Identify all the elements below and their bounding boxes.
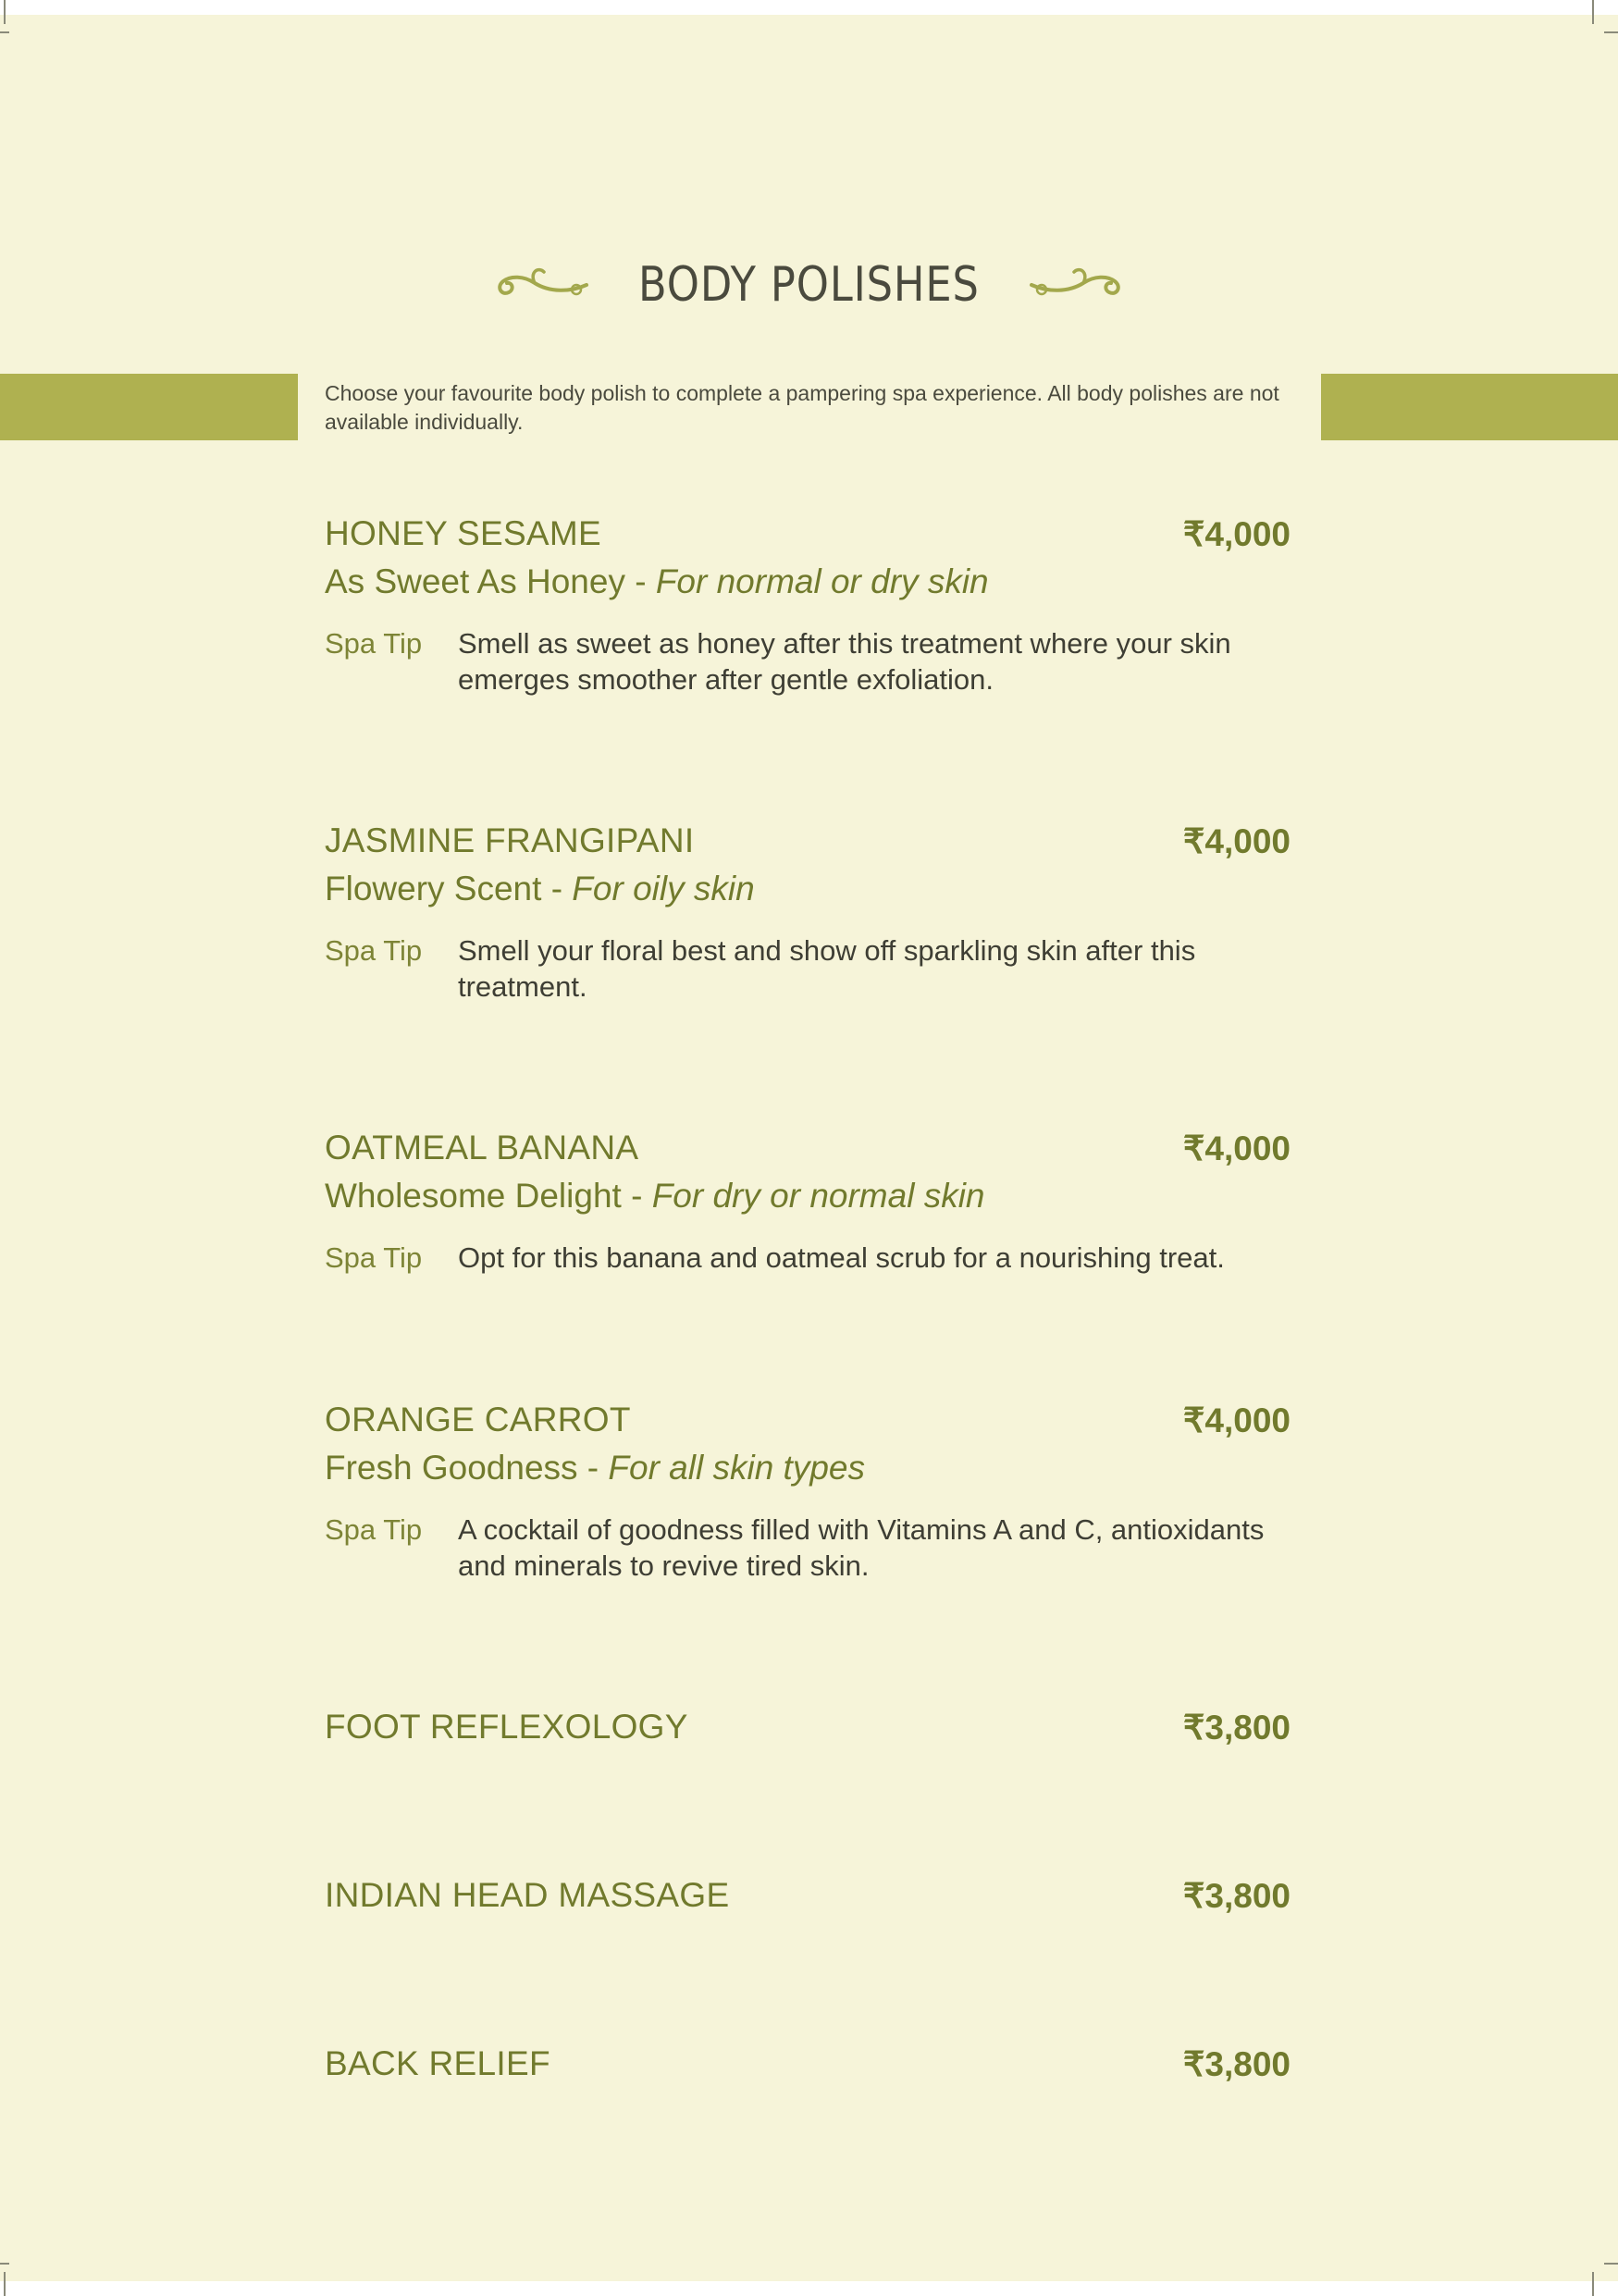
item-name: BACK RELIEF <box>325 2044 550 2082</box>
item-price: ₹3,800 <box>1182 1877 1291 1915</box>
item-price: ₹3,800 <box>1182 1709 1291 1747</box>
crop-mark-right-top <box>1604 31 1618 33</box>
accent-band-left <box>0 374 298 440</box>
item-name: JASMINE FRANGIPANI <box>325 821 695 859</box>
spa-tip-text: Opt for this banana and oatmeal scrub for a nourishing treat. <box>458 1241 1225 1274</box>
menu-item-foot-reflexology <box>325 1708 1291 1754</box>
left-flourish-icon <box>487 265 590 305</box>
item-name: FOOT REFLEXOLOGY <box>325 1708 688 1746</box>
menu-item-jasmine-frangipani <box>325 821 1291 1005</box>
item-name: ORANGE CARROT <box>325 1401 631 1438</box>
skin-type: For all skin types <box>608 1449 865 1487</box>
crop-mark-top-left <box>4 0 6 24</box>
crop-mark-left-bottom <box>0 2263 9 2265</box>
spa-tip <box>325 932 1291 1005</box>
crop-mark-left-top <box>0 31 9 33</box>
crop-mark-bottom-left <box>4 2272 6 2296</box>
spa-tip <box>325 1240 1291 1277</box>
menu-item-indian-head-massage <box>325 1876 1291 1922</box>
spa-tip-text: Smell as sweet as honey after this treatment where your skin emerges smoother after gentle exfoliation. <box>458 627 1231 696</box>
item-subtitle: Fresh Goodness - For all skin types <box>325 1449 865 1487</box>
item-price: ₹3,800 <box>1182 2045 1291 2083</box>
right-flourish-icon <box>1028 265 1131 305</box>
item-subtitle: As Sweet As Honey - For normal or dry skin <box>325 562 989 600</box>
menu-item-honey-sesame <box>325 514 1291 697</box>
crop-mark-right-bottom <box>1604 2263 1618 2265</box>
spa-tip <box>325 1512 1291 1584</box>
spa-tip-label: Spa Tip <box>325 934 423 967</box>
spa-tip-text: Smell your floral best and show off sparkling skin after this treatment. <box>458 934 1196 1003</box>
item-subtitle: Flowery Scent - For oily skin <box>325 870 755 907</box>
spa-tip-text: A cocktail of goodness filled with Vitamins A and C, antioxidants and minerals to revive tired skin. <box>458 1513 1265 1582</box>
menu-item-back-relief <box>325 2044 1291 2091</box>
accent-band-right <box>1321 374 1618 440</box>
spa-tip-label: Spa Tip <box>325 1241 423 1274</box>
item-price: ₹4,000 <box>1182 1129 1291 1167</box>
crop-mark-bottom-right <box>1592 2272 1594 2296</box>
menu-item-oatmeal-banana <box>325 1129 1291 1277</box>
menu-item-orange-carrot <box>325 1401 1291 1584</box>
page-title: BODY POLISHES <box>638 257 980 313</box>
item-name: OATMEAL BANANA <box>325 1129 639 1167</box>
crop-mark-top-right <box>1592 0 1594 24</box>
item-name: INDIAN HEAD MASSAGE <box>325 1876 730 1914</box>
item-name: HONEY SESAME <box>325 514 602 552</box>
item-subtitle: Wholesome Delight - For dry or normal skin <box>325 1177 985 1215</box>
skin-type: For oily skin <box>572 870 755 907</box>
intro-text: Choose your favourite body polish to complete a pampering spa experience. All body polishes are not available individually. <box>325 381 1279 434</box>
spa-tip <box>325 625 1291 697</box>
item-price: ₹4,000 <box>1182 1401 1291 1439</box>
skin-type: For dry or normal skin <box>651 1177 985 1215</box>
skin-type: For normal or dry skin <box>655 562 989 600</box>
menu-page <box>0 15 1618 2281</box>
title-row <box>0 257 1618 313</box>
spa-tip-label: Spa Tip <box>325 1513 423 1546</box>
item-price: ₹4,000 <box>1182 822 1291 860</box>
item-price: ₹4,000 <box>1182 515 1291 553</box>
spa-tip-label: Spa Tip <box>325 627 423 660</box>
